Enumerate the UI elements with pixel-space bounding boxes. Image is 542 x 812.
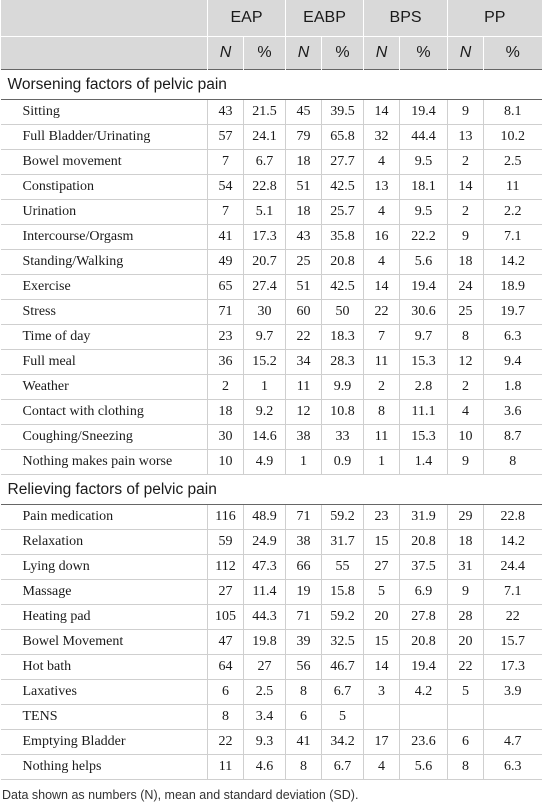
cell-n: 9: [448, 580, 484, 605]
cell-n: 20: [364, 605, 400, 630]
cell-percent: 65.8: [322, 125, 364, 150]
cell-percent: 9.7: [400, 325, 448, 350]
section-header-row: [1, 70, 542, 100]
cell-n: 2: [448, 375, 484, 400]
cell-n: 71: [286, 605, 322, 630]
cell-percent: 31.9: [400, 505, 448, 530]
cell-percent: 15.3: [400, 425, 448, 450]
cell-percent: 8: [484, 450, 542, 475]
row-label: Standing/Walking: [1, 250, 208, 275]
row-label: Massage: [1, 580, 208, 605]
table-row: [1, 425, 542, 450]
cell-n: 32: [364, 125, 400, 150]
group-header-eabp: EABP: [286, 0, 364, 37]
row-label: Hot bath: [1, 655, 208, 680]
cell-n: 38: [286, 530, 322, 555]
cell-percent: 2.5: [484, 150, 542, 175]
cell-percent: 32.5: [322, 630, 364, 655]
cell-percent: [484, 705, 542, 730]
cell-percent: 22: [484, 605, 542, 630]
subheader-n: N: [448, 37, 484, 70]
cell-percent: 31.7: [322, 530, 364, 555]
table-row: [1, 200, 542, 225]
cell-n: 51: [286, 175, 322, 200]
table-row: [1, 655, 542, 680]
cell-percent: 11.1: [400, 400, 448, 425]
row-label: Weather: [1, 375, 208, 400]
cell-n: 116: [208, 505, 244, 530]
cell-percent: 27.4: [244, 275, 286, 300]
table-row: [1, 225, 542, 250]
table-row: [1, 250, 542, 275]
cell-n: 112: [208, 555, 244, 580]
cell-n: 38: [286, 425, 322, 450]
cell-n: 41: [208, 225, 244, 250]
cell-n: 105: [208, 605, 244, 630]
row-label: Nothing helps: [1, 755, 208, 780]
cell-percent: 20.7: [244, 250, 286, 275]
cell-percent: 37.5: [400, 555, 448, 580]
row-label: Stress: [1, 300, 208, 325]
cell-n: 31: [448, 555, 484, 580]
cell-percent: 6.7: [244, 150, 286, 175]
cell-n: 39: [286, 630, 322, 655]
cell-n: 10: [208, 450, 244, 475]
table-row: [1, 580, 542, 605]
row-label: Full Bladder/Urinating: [1, 125, 208, 150]
cell-percent: 11: [484, 175, 542, 200]
cell-n: 57: [208, 125, 244, 150]
cell-n: 47: [208, 630, 244, 655]
table-row: [1, 555, 542, 580]
cell-n: 18: [448, 530, 484, 555]
cell-n: 7: [208, 150, 244, 175]
cell-n: 60: [286, 300, 322, 325]
cell-percent: 8.7: [484, 425, 542, 450]
cell-n: 11: [364, 350, 400, 375]
cell-percent: 9.2: [244, 400, 286, 425]
cell-n: 51: [286, 275, 322, 300]
row-label: Relaxation: [1, 530, 208, 555]
cell-percent: 19.4: [400, 275, 448, 300]
cell-n: 45: [286, 100, 322, 125]
table-row: [1, 505, 542, 530]
cell-percent: 24.9: [244, 530, 286, 555]
cell-n: 66: [286, 555, 322, 580]
table-row: [1, 450, 542, 475]
subheader-percent: %: [400, 37, 448, 70]
cell-n: 27: [208, 580, 244, 605]
cell-n: 27: [364, 555, 400, 580]
cell-n: 4: [364, 200, 400, 225]
table-row: [1, 375, 542, 400]
row-label: Constipation: [1, 175, 208, 200]
cell-n: 1: [286, 450, 322, 475]
cell-percent: 15.2: [244, 350, 286, 375]
cell-percent: 10.2: [484, 125, 542, 150]
row-label: Exercise: [1, 275, 208, 300]
cell-n: 9: [448, 450, 484, 475]
cell-n: 43: [208, 100, 244, 125]
cell-n: 11: [208, 755, 244, 780]
cell-percent: 44.3: [244, 605, 286, 630]
cell-percent: 0.9: [322, 450, 364, 475]
cell-n: 22: [364, 300, 400, 325]
cell-percent: 3.4: [244, 705, 286, 730]
group-header-bps: BPS: [364, 0, 448, 37]
table-row: [1, 350, 542, 375]
cell-n: 36: [208, 350, 244, 375]
cell-n: 11: [364, 425, 400, 450]
cell-percent: [400, 705, 448, 730]
cell-percent: 46.7: [322, 655, 364, 680]
cell-n: 56: [286, 655, 322, 680]
cell-n: 79: [286, 125, 322, 150]
table-row: [1, 100, 542, 125]
cell-percent: 9.5: [400, 200, 448, 225]
cell-n: 7: [208, 200, 244, 225]
cell-n: 2: [448, 200, 484, 225]
cell-percent: 33: [322, 425, 364, 450]
cell-n: 14: [364, 655, 400, 680]
cell-percent: 18.3: [322, 325, 364, 350]
cell-n: 13: [448, 125, 484, 150]
cell-percent: 4.6: [244, 755, 286, 780]
subheader-n: N: [208, 37, 244, 70]
cell-n: 24: [448, 275, 484, 300]
cell-percent: 10.8: [322, 400, 364, 425]
table-row: [1, 705, 542, 730]
table-row: [1, 630, 542, 655]
cell-n: 71: [286, 505, 322, 530]
table-row: [1, 125, 542, 150]
cell-percent: 27: [244, 655, 286, 680]
table-header: [1, 0, 542, 70]
cell-n: [448, 705, 484, 730]
cell-percent: 14.2: [484, 250, 542, 275]
cell-n: 4: [364, 250, 400, 275]
cell-percent: 15.3: [400, 350, 448, 375]
cell-percent: 24.4: [484, 555, 542, 580]
section-title: Relieving factors of pelvic pain: [1, 475, 542, 505]
row-label: Bowel Movement: [1, 630, 208, 655]
cell-percent: 3.6: [484, 400, 542, 425]
cell-percent: 4.7: [484, 730, 542, 755]
cell-percent: 30.6: [400, 300, 448, 325]
cell-percent: 25.7: [322, 200, 364, 225]
cell-n: 6: [286, 705, 322, 730]
cell-n: 2: [448, 150, 484, 175]
cell-percent: 11.4: [244, 580, 286, 605]
cell-n: 8: [286, 680, 322, 705]
cell-percent: 14.2: [484, 530, 542, 555]
cell-n: 25: [286, 250, 322, 275]
cell-n: 14: [448, 175, 484, 200]
cell-n: 14: [364, 100, 400, 125]
cell-n: 43: [286, 225, 322, 250]
row-label: Full meal: [1, 350, 208, 375]
cell-percent: 28.3: [322, 350, 364, 375]
cell-n: 65: [208, 275, 244, 300]
row-label: Sitting: [1, 100, 208, 125]
cell-n: 22: [208, 730, 244, 755]
cell-n: 59: [208, 530, 244, 555]
cell-percent: 5.1: [244, 200, 286, 225]
group-header-pp: PP: [448, 0, 542, 37]
cell-percent: 17.3: [244, 225, 286, 250]
cell-percent: 5: [322, 705, 364, 730]
cell-percent: 9.9: [322, 375, 364, 400]
cell-n: 4: [364, 150, 400, 175]
cell-percent: 9.3: [244, 730, 286, 755]
cell-n: 6: [448, 730, 484, 755]
cell-percent: 35.8: [322, 225, 364, 250]
cell-percent: 19.7: [484, 300, 542, 325]
cell-percent: 6.9: [400, 580, 448, 605]
cell-n: 18: [286, 200, 322, 225]
cell-n: 17: [364, 730, 400, 755]
cell-n: 12: [286, 400, 322, 425]
cell-percent: 19.4: [400, 655, 448, 680]
cell-n: 28: [448, 605, 484, 630]
cell-n: 41: [286, 730, 322, 755]
cell-percent: 9.7: [244, 325, 286, 350]
cell-percent: 20.8: [400, 530, 448, 555]
cell-n: 11: [286, 375, 322, 400]
cell-percent: 3.9: [484, 680, 542, 705]
cell-n: 8: [448, 325, 484, 350]
row-label: Heating pad: [1, 605, 208, 630]
cell-n: 9: [448, 100, 484, 125]
cell-percent: 1.4: [400, 450, 448, 475]
cell-percent: 5.6: [400, 250, 448, 275]
row-label: Emptying Bladder: [1, 730, 208, 755]
cell-percent: 48.9: [244, 505, 286, 530]
cell-n: 54: [208, 175, 244, 200]
cell-n: 19: [286, 580, 322, 605]
row-label: Intercourse/Orgasm: [1, 225, 208, 250]
cell-n: 23: [208, 325, 244, 350]
cell-percent: 44.4: [400, 125, 448, 150]
table-row: [1, 755, 542, 780]
cell-n: 5: [364, 580, 400, 605]
cell-percent: 4.9: [244, 450, 286, 475]
cell-percent: 1: [244, 375, 286, 400]
cell-n: [364, 705, 400, 730]
header-corner: [1, 0, 208, 37]
cell-n: 8: [364, 400, 400, 425]
cell-percent: 17.3: [484, 655, 542, 680]
cell-n: 8: [286, 755, 322, 780]
subheader-n: N: [286, 37, 322, 70]
table-row: [1, 275, 542, 300]
cell-percent: 8.1: [484, 100, 542, 125]
cell-n: 15: [364, 530, 400, 555]
row-label: Pain medication: [1, 505, 208, 530]
row-label: Coughing/Sneezing: [1, 425, 208, 450]
cell-n: 2: [208, 375, 244, 400]
cell-n: 20: [448, 630, 484, 655]
cell-n: 18: [286, 150, 322, 175]
table-row: [1, 400, 542, 425]
table-row: [1, 150, 542, 175]
cell-n: 9: [448, 225, 484, 250]
cell-percent: 22.8: [484, 505, 542, 530]
row-label: Urination: [1, 200, 208, 225]
cell-n: 16: [364, 225, 400, 250]
cell-percent: 15.8: [322, 580, 364, 605]
cell-n: 8: [448, 755, 484, 780]
cell-percent: 6.7: [322, 755, 364, 780]
cell-n: 8: [208, 705, 244, 730]
row-label: Contact with clothing: [1, 400, 208, 425]
cell-percent: 9.5: [400, 150, 448, 175]
cell-percent: 6.7: [322, 680, 364, 705]
cell-n: 25: [448, 300, 484, 325]
section-header-row: [1, 475, 542, 505]
subheader-n: N: [364, 37, 400, 70]
cell-n: 64: [208, 655, 244, 680]
cell-percent: 20.8: [400, 630, 448, 655]
row-label: TENS: [1, 705, 208, 730]
row-label: Bowel movement: [1, 150, 208, 175]
cell-n: 30: [208, 425, 244, 450]
cell-percent: 6.3: [484, 325, 542, 350]
cell-percent: 47.3: [244, 555, 286, 580]
cell-percent: 20.8: [322, 250, 364, 275]
cell-n: 12: [448, 350, 484, 375]
cell-percent: 27.8: [400, 605, 448, 630]
cell-percent: 55: [322, 555, 364, 580]
cell-n: 14: [364, 275, 400, 300]
cell-n: 23: [364, 505, 400, 530]
subheader-percent: %: [322, 37, 364, 70]
cell-percent: 18.9: [484, 275, 542, 300]
cell-n: 18: [208, 400, 244, 425]
cell-percent: 42.5: [322, 275, 364, 300]
cell-percent: 50: [322, 300, 364, 325]
cell-percent: 2.8: [400, 375, 448, 400]
cell-percent: 7.1: [484, 580, 542, 605]
cell-percent: 39.5: [322, 100, 364, 125]
cell-n: 5: [448, 680, 484, 705]
cell-percent: 18.1: [400, 175, 448, 200]
cell-n: 4: [364, 755, 400, 780]
cell-percent: 2.5: [244, 680, 286, 705]
cell-percent: 22.8: [244, 175, 286, 200]
cell-n: 71: [208, 300, 244, 325]
row-label: Time of day: [1, 325, 208, 350]
row-label: Nothing makes pain worse: [1, 450, 208, 475]
cell-percent: 42.5: [322, 175, 364, 200]
table-row: [1, 175, 542, 200]
cell-percent: 7.1: [484, 225, 542, 250]
cell-n: 6: [208, 680, 244, 705]
cell-percent: 15.7: [484, 630, 542, 655]
table-footnote: Data shown as numbers (N), mean and standard deviation (SD).: [2, 788, 359, 802]
cell-n: 10: [448, 425, 484, 450]
table-row: [1, 605, 542, 630]
cell-percent: 59.2: [322, 505, 364, 530]
cell-percent: 9.4: [484, 350, 542, 375]
table-body: [1, 70, 542, 780]
table-row: [1, 300, 542, 325]
cell-percent: 21.5: [244, 100, 286, 125]
cell-percent: 19.4: [400, 100, 448, 125]
cell-n: 29: [448, 505, 484, 530]
table-row: [1, 325, 542, 350]
cell-percent: 6.3: [484, 755, 542, 780]
cell-percent: 1.8: [484, 375, 542, 400]
subheader-percent: %: [484, 37, 542, 70]
cell-n: 4: [448, 400, 484, 425]
table-row: [1, 730, 542, 755]
cell-n: 3: [364, 680, 400, 705]
cell-percent: 34.2: [322, 730, 364, 755]
cell-percent: 27.7: [322, 150, 364, 175]
cell-n: 34: [286, 350, 322, 375]
cell-percent: 5.6: [400, 755, 448, 780]
cell-percent: 19.8: [244, 630, 286, 655]
group-header-eap: EAP: [208, 0, 286, 37]
cell-percent: 2.2: [484, 200, 542, 225]
cell-n: 49: [208, 250, 244, 275]
cell-n: 22: [448, 655, 484, 680]
cell-n: 2: [364, 375, 400, 400]
cell-percent: 24.1: [244, 125, 286, 150]
cell-n: 22: [286, 325, 322, 350]
cell-percent: 59.2: [322, 605, 364, 630]
cell-percent: 30: [244, 300, 286, 325]
cell-percent: 23.6: [400, 730, 448, 755]
cell-percent: 22.2: [400, 225, 448, 250]
table-row: [1, 530, 542, 555]
row-label: Lying down: [1, 555, 208, 580]
subheader-percent: %: [244, 37, 286, 70]
cell-n: 1: [364, 450, 400, 475]
row-label: Laxatives: [1, 680, 208, 705]
cell-n: 18: [448, 250, 484, 275]
cell-percent: 14.6: [244, 425, 286, 450]
section-title: Worsening factors of pelvic pain: [1, 70, 542, 100]
table-row: [1, 680, 542, 705]
header-corner-lower: [1, 37, 208, 70]
cell-n: 13: [364, 175, 400, 200]
cell-n: 15: [364, 630, 400, 655]
cell-n: 7: [364, 325, 400, 350]
cell-percent: 4.2: [400, 680, 448, 705]
